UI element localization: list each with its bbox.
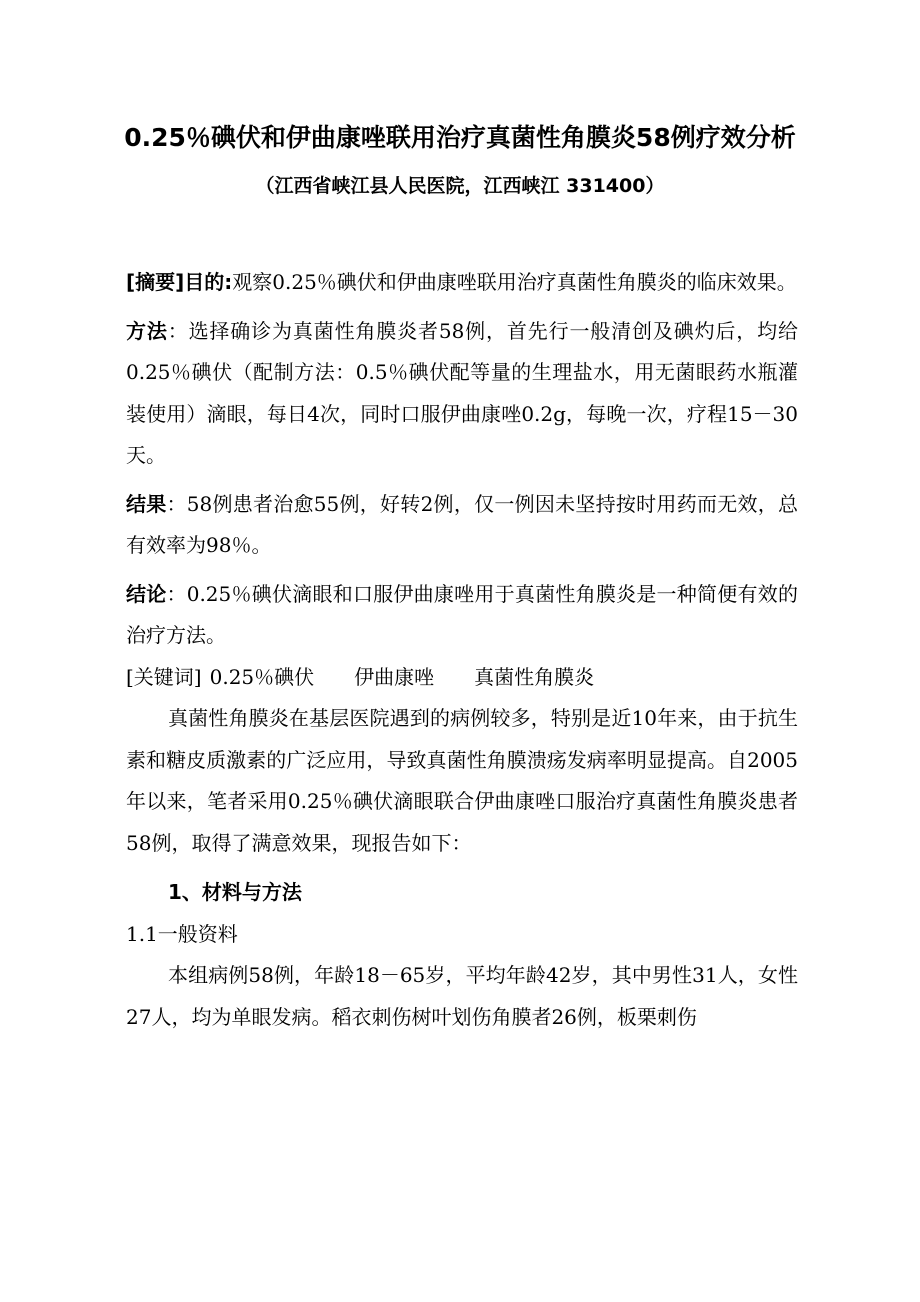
keyword-item: 真菌性角膜炎 <box>474 664 595 689</box>
keyword-item: 伊曲康唑 <box>354 664 435 689</box>
methods-text: ：选择确诊为真菌性角膜炎者58例，首先行一般清创及碘灼后，均给0.25％碘伏（配制方法：0.5％碘伏配等量的生理盐水，用无菌眼药水瓶灌装使用）滴眼，每日4次，同时口服伊曲康唑0.2g，每晚一次，疗程15－30天。 <box>126 318 799 467</box>
keywords-line <box>126 657 798 699</box>
abstract-label: [摘要] <box>126 270 185 294</box>
body-paragraph: 本组病例58例，年龄18－65岁，平均年龄42岁，其中男性31人，女性27人，均为单眼发病。稻衣刺伤树叶划伤角膜者26例，板栗刺伤 <box>126 963 798 1029</box>
abstract-objective <box>126 262 798 304</box>
methods-label: 方法 <box>126 318 168 343</box>
results-label: 结果 <box>126 491 167 516</box>
author-affiliation: （江西省峡江县人民医院，江西峡江 331400） <box>255 175 665 197</box>
intro-paragraph: 真菌性角膜炎在基层医院遇到的病例较多，特别是近10年来，由于抗生素和糖皮质激素的广泛应用，导致真菌性角膜溃疡发病率明显提高。自2005年以来，笔者采用0.25％碘伏滴眼联合伊曲康唑口服治疗真菌性角膜炎患者58例，取得了满意效果，现报告如下： <box>126 706 798 855</box>
article-body <box>126 262 798 1038</box>
results-text: ：58例患者治愈55例，好转2例，仅一例因未坚持按时用药而无效，总有效率为98％。 <box>126 491 799 557</box>
subsection-heading: 1.1一般资料 <box>126 921 238 946</box>
conclusion-text: ：0.25％碘伏滴眼和口服伊曲康唑用于真菌性角膜炎是一种简便有效的治疗方法。 <box>126 581 799 647</box>
keyword-item: 0.25％碘伏 <box>209 664 315 689</box>
conclusion-label: 结论 <box>126 581 167 606</box>
objective-label: 目的: <box>184 270 233 294</box>
section-heading: 1、材料与方法 <box>168 880 302 904</box>
keywords-label: [关键词] <box>126 664 202 689</box>
abstract-results <box>126 484 798 567</box>
article-title: 0.25％碘伏和伊曲康唑联用治疗真菌性角膜炎58例疗效分析 <box>124 123 796 152</box>
abstract-methods <box>126 311 798 477</box>
abstract-conclusion <box>126 574 798 657</box>
objective-text: 观察0.25％碘伏和伊曲康唑联用治疗真菌性角膜炎的临床效果。 <box>232 270 797 294</box>
